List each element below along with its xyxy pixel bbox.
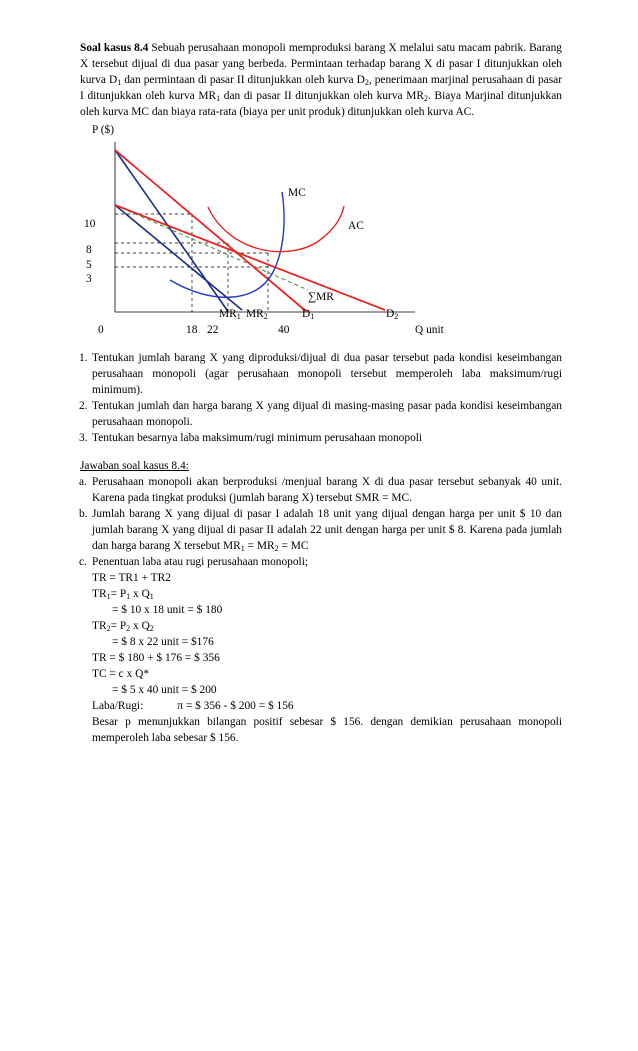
x-axis-label: Q unit (415, 324, 444, 336)
calc-line: = $ 8 x 22 unit = $176 (112, 636, 214, 648)
intro-text: Sebuah perusahaan monopoli memproduksi barang X melalui satu macam pabrik. Barang X tersebut dijual di dua pasar yang berbeda. Permintaan terhadap barang X di pasar I ditunjukkan oleh kurva D (80, 42, 562, 86)
y-axis-label: P ($) (92, 124, 115, 136)
question-item (80, 430, 562, 446)
d2-curve (115, 205, 385, 310)
answer-letter: b. (79, 508, 88, 520)
monopoly-graph (80, 122, 562, 322)
answer-c (80, 554, 562, 746)
conclusion-text: Besar p menunjukkan bilangan positif sebesar $ 156. dengan demikian perusahaan monopoli memperoleh laba sebesar $ 156. (92, 716, 562, 744)
answer-a (80, 474, 562, 506)
calc-line: $TR_2= P_2$ x $Q_2$ (92, 620, 154, 633)
question-number: 3. (79, 432, 88, 444)
question-number: 1. (79, 352, 88, 364)
calc-line: TC = c x Q* (92, 668, 150, 680)
subscript: 1 (117, 78, 122, 87)
x-axis-ticks (80, 322, 562, 342)
case-title: Soal kasus 8.4 (80, 42, 149, 54)
smr-curve (115, 205, 308, 290)
subscript: 2 (423, 94, 428, 103)
intro-text: dan di pasar II ditunjukkan oleh kurva MR (220, 90, 424, 102)
subscript: 1 (240, 544, 245, 553)
calc-line: = $ 5 x 40 unit = $ 200 (112, 684, 217, 696)
intro-text: dan permintaan di pasar II ditunjukkan oleh kurva D (121, 74, 365, 86)
question-text: Tentukan besarnya laba maksimum/rugi minimum perusahaan monopoli (92, 432, 423, 444)
answer-text: Penentuan laba atau rugi perusahaan monopoli; (92, 556, 309, 568)
subscript: 2 (364, 78, 369, 87)
answer-text: = MR (244, 540, 275, 552)
subscript: 2 (274, 544, 279, 553)
smr-label: ∑MR (308, 291, 334, 303)
subscript: 1 (216, 94, 221, 103)
intro-text: , penerimaan marjinal perusahaan di pasar I ditunjukkan oleh kurva MR (80, 74, 563, 102)
y-tick-3: 3 (86, 273, 92, 285)
question-text: Tentukan jumlah dan harga barang X yang dijual di masing-masing pasar pada kondisi keseimbangan perusahaan monopoli. (92, 400, 562, 428)
question-text: Tentukan jumlah barang X yang diproduksi/dijual di dua pasar tersebut pada kondisi keseimbangan perusahaan monopoli (agar perusahaan monopoli tersebut memperoleh laba maksimum/rugi minimum). (92, 352, 562, 396)
intro-paragraph (80, 40, 562, 120)
question-item (80, 350, 562, 398)
d1-label: $D_1$ (302, 308, 315, 321)
profit-value: π = $ 356 - $ 200 = $ 156 (177, 700, 294, 712)
d2-label: $D_2$ (386, 308, 399, 321)
x-tick-18: 18 (186, 324, 198, 336)
answer-letter: c. (79, 556, 87, 568)
answer-text: Jumlah barang X yang dijual di pasar I adalah 18 unit yang dijual dengan harga per unit $ 10 dan jumlah barang X yang dijual di pasar II adalah 22 unit dengan harga per unit $ 8. Karena pada jumlah dan harga barang X tersebut MR (92, 508, 562, 552)
y-tick-10: 10 (84, 218, 96, 230)
ac-label: AC (348, 220, 364, 232)
graph-svg (80, 122, 562, 344)
calc-line (92, 698, 562, 714)
document-page (80, 40, 562, 746)
question-list (80, 350, 562, 446)
calc-line: TR = TR1 + TR2 (92, 572, 171, 584)
answers-title: Jawaban soal kasus 8.4: (80, 460, 189, 472)
answer-b (80, 506, 562, 554)
question-item (80, 398, 562, 430)
mc-label: MC (288, 187, 306, 199)
answer-list (80, 474, 562, 746)
answer-text: Perusahaan monopoli akan berproduksi /menjual barang X di dua pasar tersebut sebanyak 40 unit. Karena pada tingkat produksi (jumlah barang X) tersebut SMR = MC. (92, 476, 562, 504)
mr2-label: $MR_2$ (246, 308, 268, 321)
mr2-curve (115, 205, 242, 310)
y-tick-8: 8 (86, 244, 92, 256)
answer-letter: a. (79, 476, 87, 488)
calc-line: TR = $ 180 + $ 176 = $ 356 (92, 652, 220, 664)
answer-text: = MC (278, 540, 309, 552)
calc-line: = $ 10 x 18 unit = $ 180 (112, 604, 223, 616)
reference-lines (115, 214, 268, 312)
x-tick-40: 40 (278, 324, 290, 336)
profit-label: Laba/Rugi: (92, 700, 144, 712)
mr1-label: $MR_1$ (219, 308, 241, 321)
x-tick-22: 22 (207, 324, 219, 336)
y-tick-5: 5 (86, 259, 92, 271)
calc-line: $TR_1= P_1$ x $Q_1$ (92, 588, 154, 601)
question-number: 2. (79, 400, 88, 412)
intro-text: . Biaya Marjinal ditunjukkan oleh kurva MC dan biaya rata-rata (biaya per unit produk) ditunjukkan oleh kurva AC. (80, 90, 562, 118)
origin-label: 0 (98, 324, 104, 336)
